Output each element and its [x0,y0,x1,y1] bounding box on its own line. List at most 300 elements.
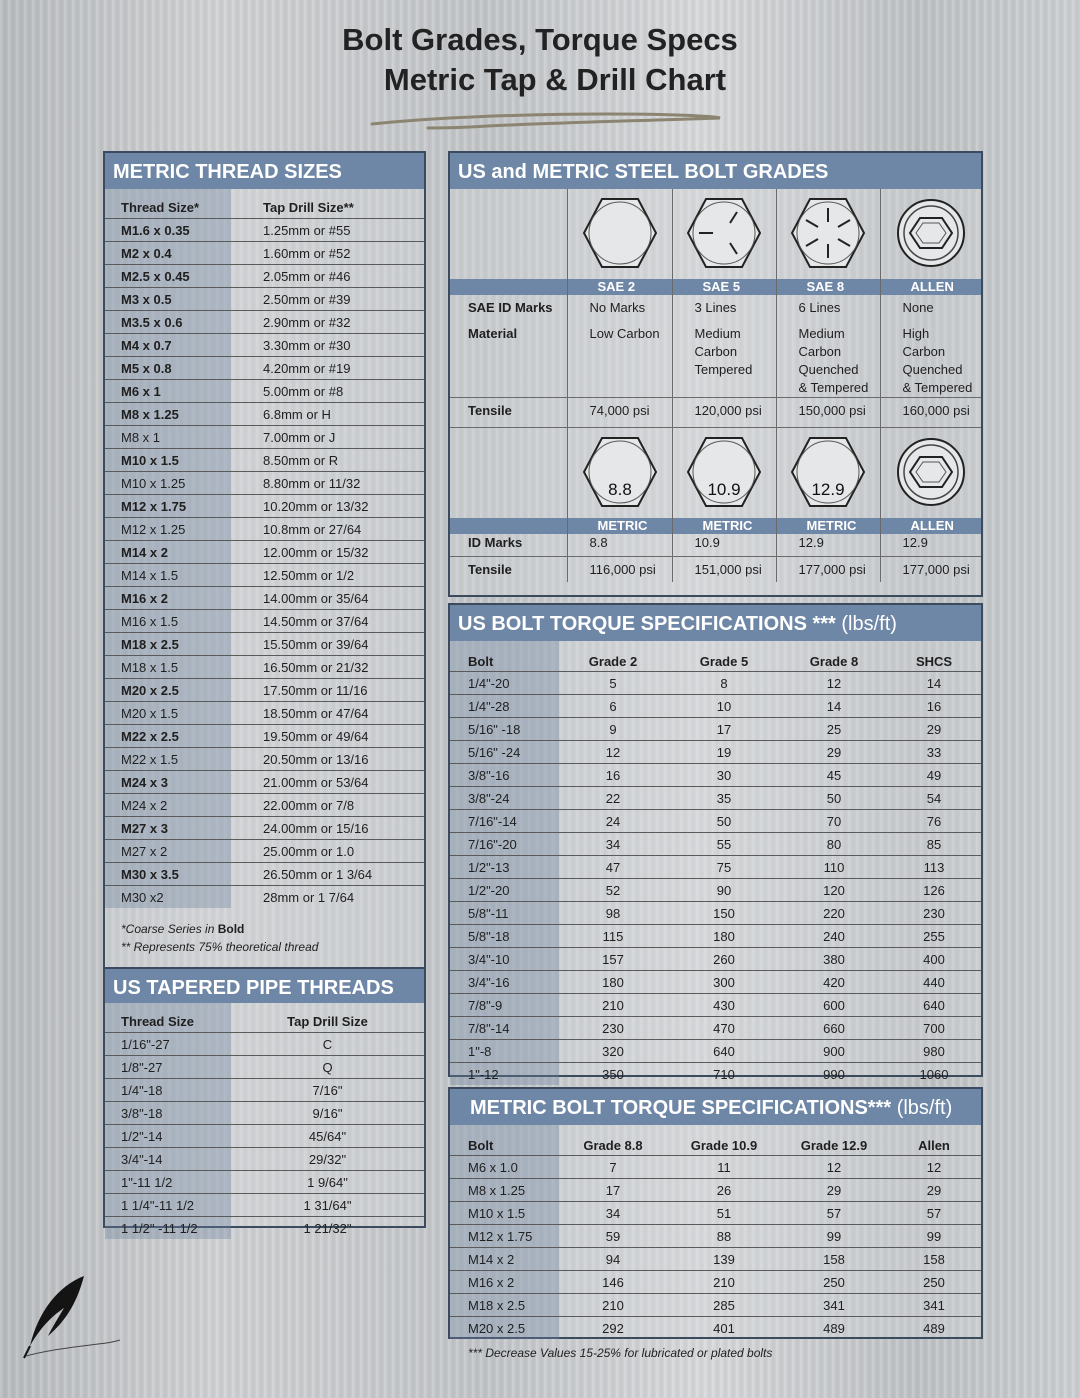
metric-thread-panel [103,151,426,1236]
torque-value-cell: 29 [781,741,887,764]
torque-value-cell: 90 [667,879,781,902]
pipe-thread-row [105,1125,424,1148]
column-header-grade-2: Grade 2 [588,654,638,669]
thread-size-cell: M20 x 2.5 [105,679,231,702]
thread-size-cell: M4 x 0.7 [105,334,231,357]
pipe-thread-row [105,1171,424,1194]
thread-row [105,863,424,886]
metric-tensile-value: 177,000 psi [880,556,981,582]
torque-value-cell: 49 [887,764,981,787]
torque-value-cell: 19 [667,741,781,764]
torque-value-cell: 320 [559,1040,667,1063]
tap-drill-cell: 18.50mm or 47/64 [231,702,424,725]
thread-row [105,311,424,334]
bolt-size-cell: 7/16"-14 [450,810,559,833]
thread-row [105,564,424,587]
torque-value-cell: 14 [781,695,887,718]
page-title-line1: Bolt Grades, Torque Specs [342,22,738,57]
pipe-tap-drill-cell: C [231,1033,424,1056]
torque-value-cell: 1060 [887,1063,981,1086]
column-header-grade-5: Grade 5 [699,654,749,669]
thread-row [105,518,424,541]
bolt-size-cell: 5/8"-11 [450,902,559,925]
thread-size-cell: M18 x 1.5 [105,656,231,679]
thread-row [105,426,424,449]
torque-value-cell: 250 [887,1271,981,1294]
us-torque-row [450,1017,981,1040]
row-label-material: Material [468,326,518,341]
torque-value-cell: 5 [559,672,667,695]
sae-id-value: 3 Lines [672,295,776,321]
torque-value-cell: 285 [667,1294,781,1317]
us-torque-row [450,879,981,902]
torque-value-cell: 146 [559,1271,667,1294]
torque-value-cell: 470 [667,1017,781,1040]
torque-value-cell: 110 [781,856,887,879]
us-torque-row [450,741,981,764]
grade-label-allen: ALLEN [880,518,981,534]
torque-value-cell: 29 [887,1179,981,1202]
pipe-tap-drill-cell: 1 31/64" [231,1194,424,1217]
bolt-size-cell: M8 x 1.25 [450,1179,559,1202]
torque-value-cell: 430 [667,994,781,1017]
pipe-thread-row [105,1217,424,1240]
sae-id-value: 6 Lines [776,295,880,321]
column-header-allen: Allen [918,1138,950,1153]
metric-8-8-head-icon [567,428,672,519]
column-header-bolt: Bolt [450,641,559,672]
torque-value-cell: 157 [559,948,667,971]
thread-size-cell: M27 x 3 [105,817,231,840]
thread-row [105,748,424,771]
torque-value-cell: 341 [887,1294,981,1317]
row-label-tensile: Tensile [450,398,567,428]
torque-value-cell: 52 [559,879,667,902]
thread-size-cell: M30 x2 [105,886,231,909]
pipe-tap-drill-cell: 1 9/64" [231,1171,424,1194]
torque-value-cell: 230 [559,1017,667,1040]
torque-value-cell: 85 [887,833,981,856]
material-value: Medium Carbon Tempered [672,321,776,398]
material-value: High Carbon Quenched & Tempered [880,321,981,398]
torque-value-cell: 57 [887,1202,981,1225]
bolt-size-cell: 7/8"-14 [450,1017,559,1040]
torque-value-cell: 75 [667,856,781,879]
torque-value-cell: 99 [887,1225,981,1248]
metric-torque-row [450,1317,981,1340]
id-mark-value: 8.8 [567,534,672,556]
torque-value-cell: 8 [667,672,781,695]
bolt-size-cell: 7/16"-20 [450,833,559,856]
us-torque-row [450,856,981,879]
torque-value-cell: 88 [667,1225,781,1248]
torque-value-cell: 12 [559,741,667,764]
material-value: Medium Carbon Quenched & Tempered [776,321,880,398]
us-torque-row [450,994,981,1017]
bolt-size-cell: 5/8"-18 [450,925,559,948]
torque-value-cell: 440 [887,971,981,994]
sae5-head-icon [672,189,776,279]
torque-value-cell: 401 [667,1317,781,1340]
us-torque-row [450,833,981,856]
torque-value-cell: 420 [781,971,887,994]
thread-size-cell: M24 x 3 [105,771,231,794]
us-torque-row [450,1063,981,1086]
metric-tensile-value: 116,000 psi [567,556,672,582]
bolt-grades-title: US and METRIC STEEL BOLT GRADES [450,153,981,189]
thread-row [105,817,424,840]
pipe-thread-size-cell: 1/2"-14 [105,1125,231,1148]
pipe-tap-drill-cell: 29/32" [231,1148,424,1171]
us-torque-row [450,971,981,994]
tap-drill-cell: 1.60mm or #52 [231,242,424,265]
torque-value-cell: 640 [887,994,981,1017]
theoretical-thread-note: ** Represents 75% theoretical thread [121,940,319,954]
pipe-threads-title: US TAPERED PIPE THREADS [105,967,424,1003]
thread-row [105,771,424,794]
pipe-tap-drill-cell: 9/16" [231,1102,424,1125]
quill-icon [18,1272,128,1362]
sae-id-value: No Marks [567,295,672,321]
column-header-shcs: SHCS [915,654,953,669]
tap-drill-cell: 12.50mm or 1/2 [231,564,424,587]
column-header-pipe-tap-drill: Tap Drill Size [287,1014,368,1029]
thread-size-cell: M1.6 x 0.35 [105,219,231,242]
sae2-head-icon [567,189,672,279]
us-torque-row [450,1040,981,1063]
metric-tensile-value: 177,000 psi [776,556,880,582]
bolt-size-cell: M20 x 2.5 [450,1317,559,1340]
torque-value-cell: 35 [667,787,781,810]
bolt-size-cell: 1/2"-13 [450,856,559,879]
torque-value-cell: 126 [887,879,981,902]
pipe-thread-row [105,1033,424,1056]
tap-drill-cell: 20.50mm or 13/16 [231,748,424,771]
metric-torque-row [450,1156,981,1179]
bolt-size-cell: 1"-12 [450,1063,559,1086]
torque-value-cell: 600 [781,994,887,1017]
us-torque-row [450,925,981,948]
material-value: Low Carbon [567,321,672,398]
grade-label-sae8: SAE 8 [776,279,880,295]
grade-label-metric: METRIC [776,518,880,534]
tap-drill-cell: 2.50mm or #39 [231,288,424,311]
torque-value-cell: 150 [667,902,781,925]
torque-value-cell: 22 [559,787,667,810]
thread-row [105,357,424,380]
torque-value-cell: 76 [887,810,981,833]
thread-size-cell: M2.5 x 0.45 [105,265,231,288]
torque-value-cell: 7 [559,1156,667,1179]
thread-size-cell: M27 x 2 [105,840,231,863]
torque-value-cell: 57 [781,1202,887,1225]
thread-row [105,472,424,495]
torque-value-cell: 55 [667,833,781,856]
thread-size-cell: M12 x 1.75 [105,495,231,518]
thread-row [105,886,424,909]
torque-value-cell: 210 [559,994,667,1017]
thread-size-cell: M16 x 1.5 [105,610,231,633]
thread-row [105,495,424,518]
metric-torque-row [450,1225,981,1248]
thread-row [105,288,424,311]
tap-drill-cell: 6.8mm or H [231,403,424,426]
torque-value-cell: 240 [781,925,887,948]
metric-torque-title: METRIC BOLT TORQUE SPECIFICATIONS*** (lbs/ft) [450,1089,981,1125]
thread-row [105,334,424,357]
pipe-thread-size-cell: 1/4"-18 [105,1079,231,1102]
tap-drill-cell: 14.50mm or 37/64 [231,610,424,633]
bolt-size-cell: 3/8"-24 [450,787,559,810]
column-header-metric-bolt: Bolt [450,1125,559,1156]
tap-drill-cell: 25.00mm or 1.0 [231,840,424,863]
column-header-tap-drill: Tap Drill Size** [263,200,354,215]
torque-value-cell: 59 [559,1225,667,1248]
id-mark-value: 10.9 [672,534,776,556]
torque-value-cell: 14 [887,672,981,695]
pipe-thread-row [105,1148,424,1171]
us-torque-title: US BOLT TORQUE SPECIFICATIONS *** (lbs/ft) [450,605,981,641]
torque-value-cell: 16 [887,695,981,718]
us-torque-row [450,810,981,833]
torque-value-cell: 98 [559,902,667,925]
torque-value-cell: 24 [559,810,667,833]
metric-tensile-value: 151,000 psi [672,556,776,582]
us-torque-row [450,718,981,741]
metric-mark-12-9: 12.9 [811,479,845,499]
torque-value-cell: 12 [781,1156,887,1179]
thread-row [105,633,424,656]
bolt-size-cell: 1"-8 [450,1040,559,1063]
pipe-thread-size-cell: 1/16"-27 [105,1033,231,1056]
torque-value-cell: 29 [887,718,981,741]
thread-row [105,403,424,426]
pipe-tap-drill-cell: 45/64" [231,1125,424,1148]
torque-value-cell: 12 [887,1156,981,1179]
metric-torque-table [450,1125,981,1339]
pipe-thread-row [105,1079,424,1102]
tap-drill-cell: 16.50mm or 21/32 [231,656,424,679]
thread-size-cell: M16 x 2 [105,587,231,610]
metric-mark-10-9: 10.9 [707,479,741,499]
tap-drill-cell: 4.20mm or #19 [231,357,424,380]
torque-value-cell: 16 [559,764,667,787]
tap-drill-cell: 7.00mm or J [231,426,424,449]
metric-torque-row [450,1202,981,1225]
metric-10-9-head-icon [672,428,776,519]
us-torque-panel [448,603,983,1082]
torque-value-cell: 158 [887,1248,981,1271]
torque-value-cell: 660 [781,1017,887,1040]
row-label-metric-tensile: Tensile [450,556,567,582]
bolt-size-cell: 3/8"-16 [450,764,559,787]
torque-value-cell: 710 [667,1063,781,1086]
tap-drill-cell: 24.00mm or 15/16 [231,817,424,840]
coarse-series-note: *Coarse Series in Bold [121,922,245,936]
torque-value-cell: 260 [667,948,781,971]
decorative-swirl [368,108,728,134]
thread-row [105,265,424,288]
column-header-grade-10-9: Grade 10.9 [690,1138,758,1153]
thread-row [105,242,424,265]
torque-value-cell: 51 [667,1202,781,1225]
metric-thread-title: METRIC THREAD SIZES [105,153,424,189]
grade-label-metric: METRIC [672,518,776,534]
torque-value-cell: 489 [887,1317,981,1340]
thread-row [105,725,424,748]
tap-drill-cell: 3.30mm or #30 [231,334,424,357]
torque-value-cell: 50 [667,810,781,833]
metric-torque-row [450,1248,981,1271]
thread-row [105,219,424,242]
thread-size-cell: M30 x 3.5 [105,863,231,886]
tap-drill-cell: 22.00mm or 7/8 [231,794,424,817]
torque-value-cell: 139 [667,1248,781,1271]
us-torque-row [450,764,981,787]
tensile-value: 74,000 psi [567,398,672,428]
thread-size-cell: M22 x 1.5 [105,748,231,771]
tap-drill-cell: 19.50mm or 49/64 [231,725,424,748]
column-header-grade-8: Grade 8 [809,654,859,669]
us-torque-row [450,787,981,810]
grade-label-sae5: SAE 5 [672,279,776,295]
us-torque-row [450,902,981,925]
torque-value-cell: 380 [781,948,887,971]
metric-torque-row [450,1179,981,1202]
thread-row [105,587,424,610]
grade-label-sae2: SAE 2 [567,279,672,295]
torque-value-cell: 17 [667,718,781,741]
pipe-tap-drill-cell: Q [231,1056,424,1079]
torque-value-cell: 94 [559,1248,667,1271]
torque-value-cell: 45 [781,764,887,787]
torque-value-cell: 292 [559,1317,667,1340]
pipe-thread-row [105,1056,424,1079]
thread-size-cell: M20 x 1.5 [105,702,231,725]
torque-value-cell: 489 [781,1317,887,1340]
torque-value-cell: 12 [781,672,887,695]
pipe-thread-size-cell: 3/4"-14 [105,1148,231,1171]
pipe-tap-drill-cell: 1 21/32" [231,1217,424,1240]
sae-id-value: None [880,295,981,321]
torque-value-cell: 11 [667,1156,781,1179]
grade-label-metric: METRIC [567,518,672,534]
bolt-grades-table [450,189,981,582]
torque-value-cell: 900 [781,1040,887,1063]
thread-row [105,840,424,863]
tap-drill-cell: 15.50mm or 39/64 [231,633,424,656]
torque-value-cell: 30 [667,764,781,787]
tap-drill-cell: 21.00mm or 53/64 [231,771,424,794]
pipe-thread-size-cell: 1/8"-27 [105,1056,231,1079]
allen-head-icon [880,189,981,279]
bolt-size-cell: 1/4"-28 [450,695,559,718]
thread-size-cell: M14 x 1.5 [105,564,231,587]
tap-drill-cell: 8.50mm or R [231,449,424,472]
torque-value-cell: 34 [559,833,667,856]
row-label-id-marks: ID Marks [468,535,523,550]
tensile-value: 150,000 psi [776,398,880,428]
tensile-value: 160,000 psi [880,398,981,428]
tensile-value: 120,000 psi [672,398,776,428]
metric-torque-panel [448,1087,983,1339]
torque-value-cell: 9 [559,718,667,741]
page-title-line2: Metric Tap & Drill Chart [383,62,727,97]
column-header-thread-size: Thread Size* [105,189,231,219]
thread-size-cell: M3.5 x 0.6 [105,311,231,334]
bolt-size-cell: 5/16" -18 [450,718,559,741]
thread-size-cell: M12 x 1.25 [105,518,231,541]
torque-value-cell: 47 [559,856,667,879]
metric-thread-table [105,189,424,908]
torque-value-cell: 25 [781,718,887,741]
torque-value-cell: 33 [887,741,981,764]
torque-value-cell: 115 [559,925,667,948]
us-torque-row [450,672,981,695]
torque-value-cell: 300 [667,971,781,994]
id-mark-value: 12.9 [880,534,981,556]
column-header-grade-12-9: Grade 12.9 [800,1138,868,1153]
torque-value-cell: 980 [887,1040,981,1063]
bolt-size-cell: M12 x 1.75 [450,1225,559,1248]
bolt-size-cell: 5/16" -24 [450,741,559,764]
torque-value-cell: 120 [781,879,887,902]
thread-row [105,679,424,702]
torque-value-cell: 6 [559,695,667,718]
torque-value-cell: 29 [781,1179,887,1202]
thread-size-cell: M6 x 1 [105,380,231,403]
bolt-size-cell: M10 x 1.5 [450,1202,559,1225]
torque-value-cell: 640 [667,1040,781,1063]
thread-size-cell: M18 x 2.5 [105,633,231,656]
tap-drill-cell: 26.50mm or 1 3/64 [231,863,424,886]
torque-value-cell: 400 [887,948,981,971]
thread-size-cell: M14 x 2 [105,541,231,564]
bolt-size-cell: 3/4"-10 [450,948,559,971]
torque-value-cell: 54 [887,787,981,810]
torque-value-cell: 180 [667,925,781,948]
column-header-grade-8-8: Grade 8.8 [583,1138,643,1153]
bolt-size-cell: 1/4"-20 [450,672,559,695]
tap-drill-cell: 8.80mm or 11/32 [231,472,424,495]
id-mark-value: 12.9 [776,534,880,556]
us-torque-row [450,695,981,718]
us-torque-row [450,948,981,971]
bolt-size-cell: M16 x 2 [450,1271,559,1294]
column-header-pipe-thread-size: Thread Size [105,1003,231,1033]
thread-row [105,656,424,679]
metric-12-9-head-icon [776,428,880,519]
us-torque-table [450,641,981,1085]
torque-value-cell: 230 [887,902,981,925]
bolt-size-cell: 3/4"-16 [450,971,559,994]
bolt-size-cell: 7/8"-9 [450,994,559,1017]
torque-value-cell: 210 [559,1294,667,1317]
tap-drill-cell: 12.00mm or 15/32 [231,541,424,564]
bolt-size-cell: M18 x 2.5 [450,1294,559,1317]
torque-value-cell: 70 [781,810,887,833]
thread-row [105,380,424,403]
thread-size-cell: M2 x 0.4 [105,242,231,265]
bolt-grades-panel [448,151,983,597]
torque-value-cell: 255 [887,925,981,948]
metric-allen-head-icon [880,428,981,519]
pipe-thread-row [105,1194,424,1217]
torque-value-cell: 10 [667,695,781,718]
tap-drill-cell: 10.20mm or 13/32 [231,495,424,518]
pipe-tap-drill-cell: 7/16" [231,1079,424,1102]
torque-value-cell: 26 [667,1179,781,1202]
